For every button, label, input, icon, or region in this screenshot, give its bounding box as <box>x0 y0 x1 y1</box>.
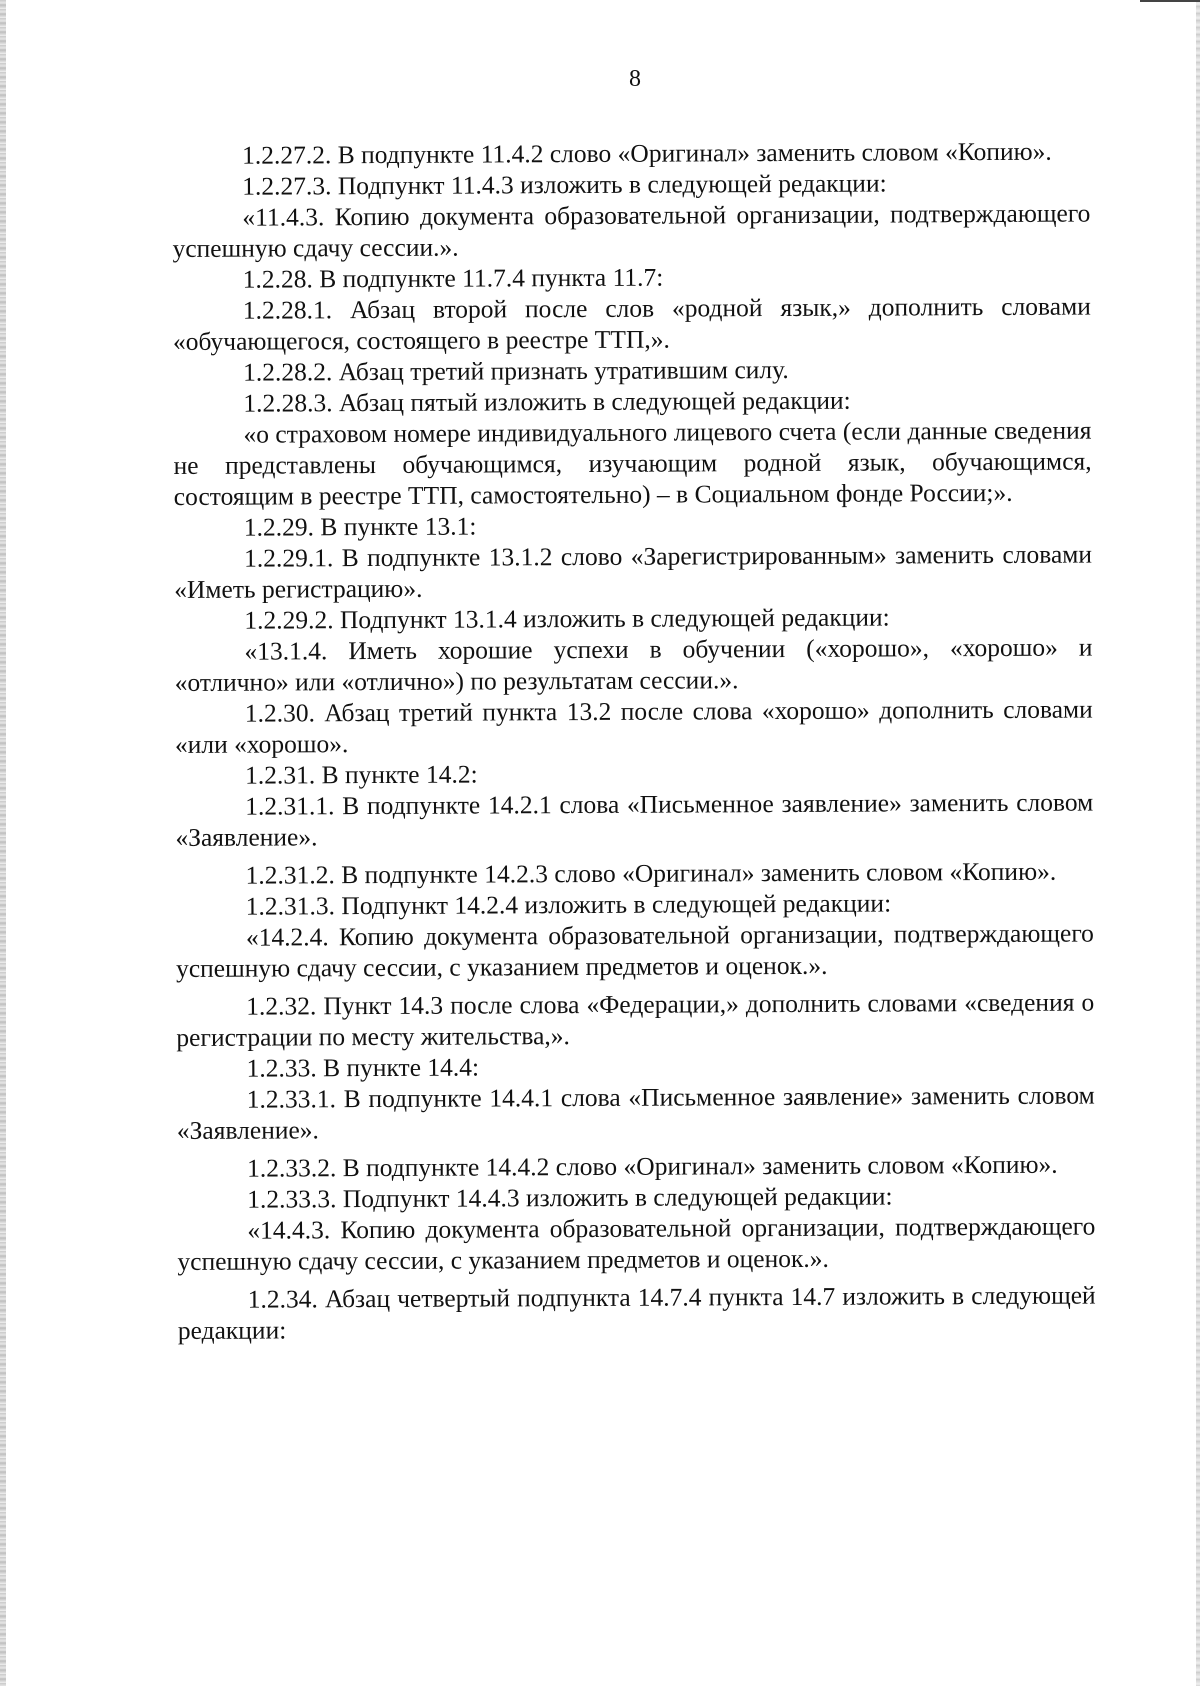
paragraph: 1.2.33. В пункте 14.4: <box>246 1052 480 1083</box>
paragraph: 1.2.32. Пункт 14.3 после слова «Федерации,» дополнить словами «сведения о регистрации по месту жительства,». <box>176 987 1095 1052</box>
scan-edge-left <box>0 0 6 1686</box>
scan-mark-top <box>1140 0 1200 2</box>
paragraph: 1.2.34. Абзац четвертый подпункта 14.7.4 пункта 14.7 изложить в следующей редакции: <box>177 1280 1096 1345</box>
paragraph: 1.2.31. В пункте 14.2: <box>245 759 478 790</box>
paragraph: 1.2.31.2. В подпункте 14.2.3 слово «Оригинал» заменить словом «Копию». <box>245 856 1057 890</box>
paragraph: «14.2.4. Копию документа образовательной организации, подтверждающего успешную сдачу сессии, с указанием предметов и оценок.». <box>175 918 1094 983</box>
paragraph: 1.2.29.2. Подпункт 13.1.4 изложить в следующей редакции: <box>244 602 890 635</box>
document-body <box>172 136 1096 1346</box>
paragraph: «11.4.3. Копию документа образовательной организации, подтверждающего успешную сдачу сессии.». <box>172 198 1091 263</box>
page-number: 8 <box>629 66 641 92</box>
paragraph: 1.2.28. В подпункте 11.7.4 пункта 11.7: <box>242 262 664 294</box>
paragraph: 1.2.30. Абзац третий пункта 13.2 после слова «хорошо» дополнить словами «или «хорошо». <box>174 694 1093 759</box>
paragraph: 1.2.27.2. В подпункте 11.4.2 слово «Оригинал» заменить словом «Копию». <box>242 136 1052 170</box>
paragraph: «14.4.3. Копию документа образовательной организации, подтверждающего успешную сдачу сессии, с указанием предметов и оценок.». <box>177 1211 1096 1276</box>
paragraph: 1.2.33.3. Подпункт 14.4.3 изложить в следующей редакции: <box>247 1181 893 1214</box>
paragraph: 1.2.27.3. Подпункт 11.4.3 изложить в следующей редакции: <box>242 168 887 201</box>
paragraph: 1.2.33.1. В подпункте 14.4.1 слова «Письменное заявление» заменить словом «Заявление». <box>176 1080 1095 1145</box>
paragraph: 1.2.28.2. Абзац третий признать утратившим силу. <box>243 354 789 387</box>
scan-edge-right <box>1196 0 1200 1686</box>
paragraph: 1.2.28.3. Абзац пятый изложить в следующей редакции: <box>243 385 851 418</box>
paragraph: «13.1.4. Иметь хорошие успехи в обучении («хорошо», «хорошо» и «отлично» или «отлично») по результатам сессии.». <box>174 632 1093 697</box>
paragraph: «о страховом номере индивидуального лицевого счета (если данные сведения не представлены обучающимся, изучающим родной язык, обучающимся, состоящим в реестре ТТП, самостоятельно) – в Социальном фонде России;». <box>173 415 1092 511</box>
paragraph: 1.2.28.1. Абзац второй после слов «родной язык,» дополнить словами «обучающегося, состоящего в реестре ТТП,». <box>172 291 1091 356</box>
paragraph: 1.2.29.1. В подпункте 13.1.2 слово «Зарегистрированным» заменить словами «Иметь регистрацию». <box>174 539 1093 604</box>
paragraph: 1.2.29. В пункте 13.1: <box>243 511 477 542</box>
paragraph: 1.2.33.2. В подпункте 14.4.2 слово «Оригинал» заменить словом «Копию». <box>246 1149 1058 1183</box>
paragraph: 1.2.31.3. Подпункт 14.2.4 изложить в следующей редакции: <box>245 888 892 921</box>
paragraph: 1.2.31.1. В подпункте 14.2.1 слова «Письменное заявление» заменить словом «Заявление». <box>175 787 1094 852</box>
